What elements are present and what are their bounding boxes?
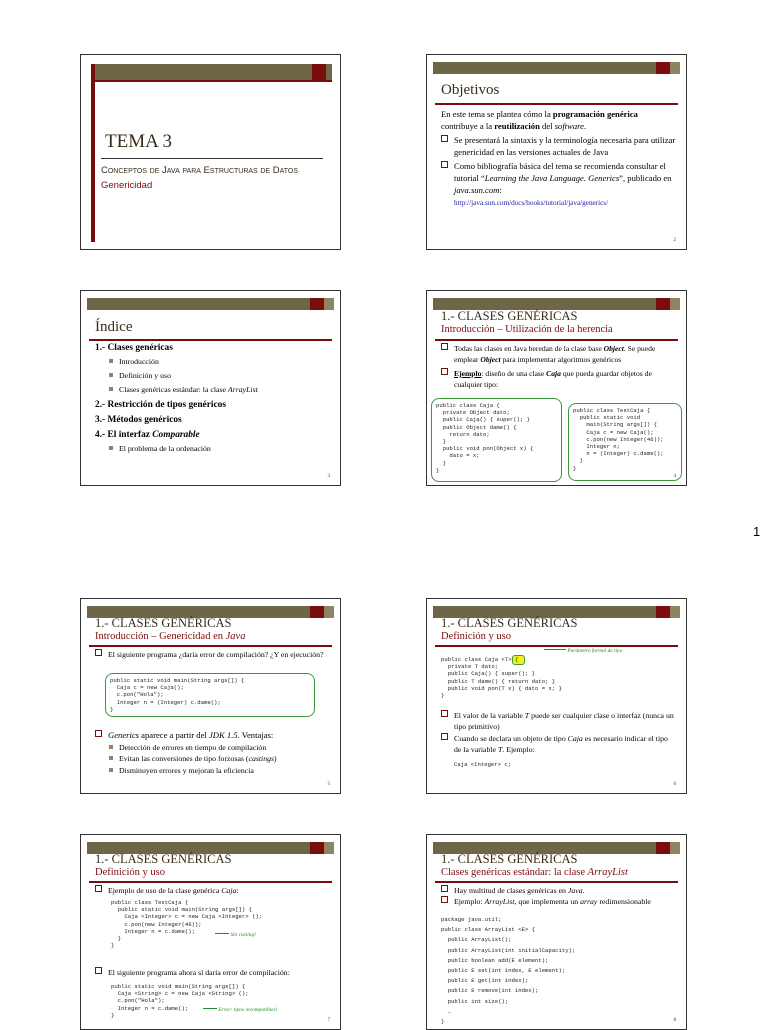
bullet-item: El valor de la variable T puede ser cualquier clase o interfaz (nunca un tipo primitivo)	[441, 710, 676, 732]
title-rule	[435, 645, 678, 647]
code-box: public static void main(String args[]) { Caja c = new Caja(); c.pon("Hola"); Integer n = (Integer) c.dame(); }	[105, 673, 315, 717]
slide-body	[441, 885, 676, 907]
slide-body	[441, 343, 676, 390]
square-bullet-icon	[109, 745, 113, 749]
square-bullet-icon	[109, 387, 113, 391]
square-bullet-icon	[109, 446, 113, 450]
slide-number: 6	[673, 782, 676, 787]
slide-2	[426, 54, 687, 250]
arrow-icon	[215, 933, 229, 934]
title-rule	[89, 881, 332, 883]
error-annotation: Error: tipos incompatibles!	[203, 1007, 277, 1013]
slide-6	[426, 598, 687, 794]
no-casting-annotation: Sin casting!	[215, 932, 256, 938]
slide-number: 3	[327, 474, 330, 479]
bullet-item: Como bibliografía básica del tema se recomienda consultar el tutorial “Learning the Java Language. Generics”, publicado en java.sun.com:	[441, 160, 676, 196]
code-box-caja: public class Caja { private Object dato; public Caja() { super(); } public Object dame() { return dato; } public void pon(Object x) { dato = x; } }	[431, 398, 562, 482]
slide-title: 1.- CLASES GENÉRICAS	[441, 852, 578, 866]
arrow-icon	[544, 649, 566, 650]
code-block-1: public class TestCaja { public static void main(String args[]) { Caja <Integer> c = new Caja <Integer> (); c.pon(new Integer(46)); Integer n = c.dame(); } }	[111, 899, 263, 950]
tutorial-link[interactable]: http://java.sun.com/docs/books/tutorial/java/generics/	[454, 199, 609, 207]
header-bar	[433, 62, 680, 74]
square-bullet-icon	[441, 368, 448, 375]
header-bar	[87, 298, 334, 310]
slide-subtitle: Definición y uso	[441, 631, 511, 642]
arrow-icon	[203, 1008, 217, 1009]
index-item: 1.- Clases genéricas	[95, 343, 173, 353]
intro-text: En este tema se plantea cómo la programación genérica contribuye a la reutilización del software.	[441, 109, 638, 131]
slide-8	[426, 834, 687, 1030]
left-red-stripe	[91, 64, 95, 242]
bullet-item: Generics aparece a partir del JDK 1.5. Ventajas:	[95, 730, 330, 742]
square-bullet-icon	[95, 730, 102, 737]
slide-body	[95, 649, 330, 660]
slide-title: 1.- CLASES GENÉRICAS	[95, 616, 232, 630]
sub-item: Detección de errores en tiempo de compilación	[95, 742, 330, 754]
square-bullet-icon	[441, 135, 448, 142]
slide-title: 1.- CLASES GENÉRICAS	[441, 616, 578, 630]
square-bullet-icon	[441, 343, 448, 350]
index-subitem: Introducción	[95, 356, 330, 368]
slide-subtitle: Clases genéricas estándar: la clase ArrayList	[441, 867, 628, 878]
index-item: 4.- El interfaz Comparable	[95, 430, 200, 440]
bullet-item: Cuando se declara un objeto de tipo Caja es necesario indicar el tipo de la variable T. Ejemplo:	[441, 733, 676, 755]
slide-subtitle: Introducción – Genericidad en Java	[95, 631, 246, 642]
slide-subtitle-2: Genericidad	[101, 180, 153, 191]
square-bullet-icon	[441, 896, 448, 903]
type-param-annotation: Parámetro formal de tipo	[544, 648, 622, 654]
title-rule	[101, 158, 323, 159]
page-number: 1	[753, 524, 761, 539]
slide-body	[441, 108, 676, 209]
band-red-block	[312, 64, 326, 80]
square-bullet-icon	[109, 768, 113, 772]
slide-subtitle: Introducción – Utilización de la herencia	[441, 324, 613, 335]
slide-number: 7	[327, 1018, 330, 1023]
slide-body	[441, 710, 676, 768]
code-snippet: Caja <Integer> c;	[454, 761, 512, 768]
square-bullet-icon	[95, 967, 102, 974]
slide-body	[95, 885, 330, 896]
bullet-item: El siguiente programa ahora sí daría error de compilación:	[95, 967, 330, 978]
bullet-item: Todas las clases en Java heredan de la clase base Object. Se puede emplear Object para implementar algoritmos genéricos	[441, 343, 676, 365]
slide-1	[80, 54, 341, 250]
index-subitem: Definición y uso	[95, 370, 330, 382]
slide-subtitle: Definición y uso	[95, 867, 165, 878]
slide-title: 1.- CLASES GENÉRICAS	[95, 852, 232, 866]
bullet-item: Hay multitud de clases genéricas en Java.	[441, 885, 676, 896]
bullet-item: Ejemplo de uso de la clase genérica Caja:	[95, 885, 330, 896]
index-item: 2.- Restricción de tipos genéricos	[95, 400, 226, 410]
slide-body-2	[95, 967, 330, 978]
band-underline	[91, 80, 332, 82]
title-band	[91, 64, 332, 80]
square-bullet-icon	[441, 885, 448, 892]
square-bullet-icon	[441, 161, 448, 168]
square-bullet-icon	[95, 649, 102, 656]
code-block: public class Caja <T> { private T dato; public Caja() { super(); } public T dame() { return dato; } public void pon(T x) { dato = x; } }	[441, 656, 562, 700]
square-bullet-icon	[95, 885, 102, 892]
sub-item: Evitan las conversiones de tipo forzosas (castings)	[95, 753, 330, 765]
slide-5	[80, 598, 341, 794]
slide-number: 4	[673, 474, 676, 479]
bullet-item: El siguiente programa ¿daría error de compilación? ¿Y en ejecución?	[95, 649, 330, 660]
bullet-item: Se presentará la sintaxis y la terminología necesaria para utilizar genericidad en las versiones actuales de Java	[441, 134, 676, 158]
index-list	[95, 342, 330, 455]
slide-title: Objetivos	[441, 82, 500, 98]
square-bullet-icon	[109, 359, 113, 363]
square-bullet-icon	[441, 710, 448, 717]
title-rule	[89, 339, 332, 341]
code-block: package java.util; public class ArrayList <E> { public ArrayList(); public ArrayList(int initialCapacity); public boolean add(E element); public E set(int index, E element); public E get(int index); public E remove(int index); public int size(); … }	[441, 916, 576, 1026]
code-block-2: public static void main(String args[]) { Caja <String> c = new Caja <String> (); c.pon("Hola"); Integer n = c.dame(); }	[111, 983, 249, 1019]
slide-title: TEMA 3	[105, 131, 173, 152]
sub-item: Disminuyen errores y mejoran la eficiencia	[95, 765, 330, 777]
index-subitem: Clases genéricas estándar: la clase ArrayList	[95, 384, 330, 396]
slide-4	[426, 290, 687, 486]
index-item: 3.- Métodos genéricos	[95, 415, 182, 425]
square-bullet-icon	[109, 756, 113, 760]
code-box-testcaja: public class TestCaja { public static void main(String args[]) { Caja c = new Caja(); c.pon(new Integer(46)); Integer n; n = (Integer) c.dame(); } }	[568, 403, 682, 481]
slide-number: 5	[327, 782, 330, 787]
slide-3	[80, 290, 341, 486]
square-bullet-icon	[109, 373, 113, 377]
slide-number: 8	[673, 1018, 676, 1023]
square-bullet-icon	[441, 733, 448, 740]
index-subitem: El problema de la ordenación	[95, 443, 330, 455]
slide-number: 2	[673, 238, 676, 243]
title-rule	[435, 881, 678, 883]
bullet-item: Ejemplo: ArrayList, que implementa un array redimensionable	[441, 896, 676, 907]
slide-title: 1.- CLASES GENÉRICAS	[441, 309, 578, 323]
slide-body-2	[95, 730, 330, 776]
title-rule	[89, 645, 332, 647]
slide-7	[80, 834, 341, 1030]
bullet-item: Ejemplo: diseño de una clase Caja que pueda guardar objetos de cualquier tipo:	[441, 368, 676, 390]
slide-title: Índice	[95, 319, 133, 335]
slide-subtitle: Conceptos de Java para Estructuras de Datos	[101, 165, 299, 176]
title-rule	[435, 339, 678, 341]
title-rule	[435, 103, 678, 105]
